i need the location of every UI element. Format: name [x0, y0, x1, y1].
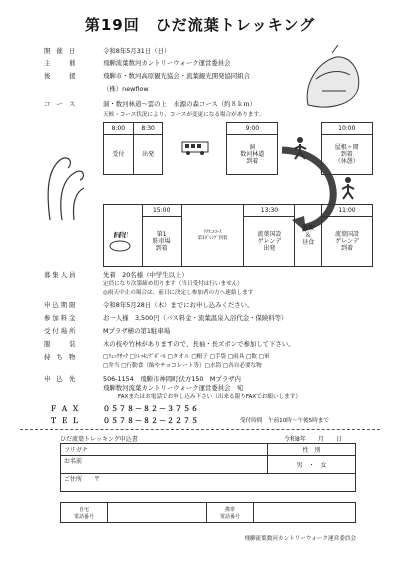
rucksack-illustration [292, 45, 368, 111]
detail-label: 申 込 先 [44, 375, 78, 383]
schedule-text: ｸﾗｸﾆﾙｺｰｽ 第1ﾀﾞﾚﾝｸﾞ到着 [181, 205, 244, 267]
row-label: 開 催 日 [44, 47, 78, 55]
detail-line: □弁当 □行動食（飴やチョコレート等）□水筒 □各自必要な物 [103, 363, 262, 369]
schedule-text: 出発 [133, 135, 163, 175]
walker-icon [278, 123, 321, 175]
detail-line: Mプラザ横の第1駐車場 [103, 327, 171, 335]
schedule-time: 8:00 [104, 123, 134, 135]
schedule-time: 15:00 [142, 205, 181, 217]
cut-line [20, 429, 380, 430]
home-phone-label: 自宅 電話番号 [61, 503, 108, 523]
form-title: ひだ流葉トレッキング申込書 [60, 436, 138, 443]
detail-line: 定員になり次第締め切ります（当日受付は行いません） [103, 281, 243, 287]
form-date: 令和8年 月 日 [284, 436, 342, 443]
course: 洞・数河林道〜雲の上 水源の森コース（約８ｋｍ） [103, 100, 257, 108]
gender-label: 性 別 [268, 444, 356, 456]
row-label: 後 援 [44, 72, 78, 80]
phone-table [60, 502, 356, 523]
reception-hours: 受付時間 午前10時〜午後5時まで [240, 418, 329, 424]
detail-label: 申込期限 [44, 301, 78, 309]
address-field[interactable]: ご住所 〒 [61, 474, 356, 492]
sponsor-company: （株）newflow [103, 85, 149, 93]
application-form [60, 443, 356, 492]
event-date: 令和8年5月31日（日） [103, 47, 171, 55]
detail-label: 持 ち 物 [44, 353, 78, 361]
detail-line: □ﾘｭｯｸｻｯｸ □ﾄﾚｯｷﾝｸﾞﾎﾟｰﾙ □タオル □帽子 □手袋 □雨具 □飲 □軍 [103, 354, 270, 360]
mobile-phone-field[interactable] [254, 503, 356, 523]
fax-label: ＦＡＸ [50, 405, 83, 413]
detail-line: ◎雨天中止の場合は、前日に決定し参加者の方へ連絡します [103, 290, 254, 296]
detail-line: 506-1154 飛騨市神岡町伏方150 Mプラザ内 [103, 375, 241, 383]
page-title: 第19回 ひだ流葉トレッキング [84, 16, 316, 34]
schedule-time: 11:00 [321, 205, 372, 217]
fern-illustration [40, 150, 88, 222]
fax-number: ０５７８－８２－３７５６ [103, 405, 199, 413]
onsen-icon [108, 232, 132, 252]
schedule-text: 第1 駐車場 到着 [142, 217, 181, 267]
schedule-top [103, 122, 373, 175]
sponsors: 飛騨市・数河高原観光協会・流葉観光開発協同組合 [103, 72, 250, 80]
detail-line: お一人様 3,500円（バス料金・流葉温泉入浴代金・保険料等） [103, 314, 288, 322]
schedule-time: 10:00 [321, 123, 372, 135]
home-phone-field[interactable] [108, 503, 207, 523]
schedule-text: 洞 数河林道 到着 [227, 135, 278, 175]
furigana-field[interactable]: フリガナ [61, 444, 268, 456]
detail-line: 先着 20名様（中学生以上） [103, 271, 188, 279]
detail-line: 木の枝や竹林がありますので、長袖・長ズボンで参加して下さい。 [103, 340, 295, 348]
walker-icon [338, 176, 358, 200]
detail-line: FAXまたはお電話でお申し込み下さい（出来る限りFAXでお願いします） [118, 394, 301, 400]
row-label: 主 催 [44, 59, 78, 67]
schedule-time: 13:30 [244, 205, 295, 217]
tel-number: ０５７８－８２－２２７５ [103, 417, 199, 425]
detail-line: 令和8年5月28日（木）までにお申し込みください。 [103, 301, 254, 309]
detail-label: 受付場所 [44, 327, 78, 335]
schedule-time: 解散！ [104, 205, 143, 267]
detail-label: 参加料金 [44, 314, 78, 322]
footer-organizer: 飛騨流葉数河カントリーウォーク運営委員会 [244, 536, 356, 542]
schedule-time: 9:00 [227, 123, 278, 135]
schedule-text: 流葉国設 ゲレンデ 到着 [321, 217, 372, 267]
schedule-text: 屋根ヶ岡 到着 （休憩） [321, 135, 372, 175]
detail-label: 服 装 [44, 340, 78, 348]
detail-label: 募集人員 [44, 271, 78, 279]
row-label: コ ー ス [44, 100, 78, 108]
schedule-bottom [103, 204, 373, 267]
gender-field[interactable]: 男 ・ 女 [268, 456, 356, 474]
schedule-time: 8:30 [133, 123, 163, 135]
course-note: 天候・コース状況により、コースが変更になる場合があります。 [103, 112, 265, 118]
organizer: 飛騨流葉数河カントリーウォーク運営委員会 [103, 59, 231, 67]
schedule-text: 散策 ＆ 昼食 [295, 205, 322, 267]
schedule-text: 受付 [104, 135, 134, 175]
detail-line: 飛騨数河流葉カントリーウォーク運営委員会 宛 [103, 384, 244, 392]
mobile-phone-label: 携帯 電話番号 [207, 503, 254, 523]
tel-label: ＴＥＬ [50, 417, 83, 425]
schedule-text: 流葉国設 ゲレンデ 出発 [244, 217, 295, 267]
bus-icon [163, 123, 227, 175]
name-field[interactable]: お名前 [61, 456, 268, 474]
